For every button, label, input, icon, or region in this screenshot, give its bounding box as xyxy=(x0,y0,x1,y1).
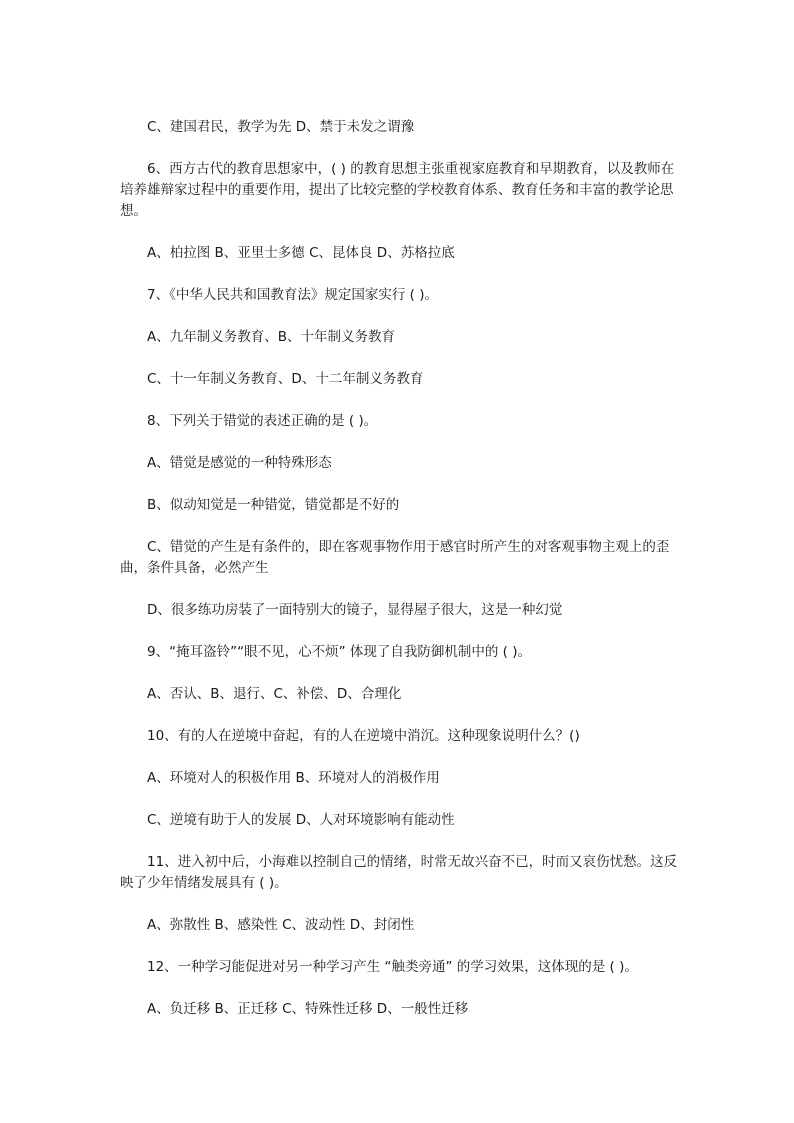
question-11: 11、进入初中后，小海难以控制自己的情绪，时常无故兴奋不已，时而又哀伤忧愁。这反映了少年情绪发展具有 ( )。 xyxy=(120,854,678,891)
option-line: B、似动知觉是一种错觉，错觉都是不好的 xyxy=(147,497,400,513)
option-line: C、十一年制义务教育、D、十二年制义务教育 xyxy=(147,371,424,387)
question-7: 7、《中华人民共和国教育法》规定国家实行 ( )。 xyxy=(147,287,438,303)
option-line: C、建国君民，教学为先 D、禁于未发之谓豫 xyxy=(147,119,415,135)
option-line: C、逆境有助于人的发展 D、人对环境影响有能动性 xyxy=(147,812,455,828)
question-8: 8、下列关于错觉的表述正确的是 ( )。 xyxy=(147,413,378,429)
option-line: A、弥散性 B、感染性 C、波动性 D、封闭性 xyxy=(147,917,415,933)
question-10: 10、有的人在逆境中奋起，有的人在逆境中消沉。这种现象说明什么？() xyxy=(147,728,580,744)
option-line: A、错觉是感觉的一种特殊形态 xyxy=(147,455,332,471)
option-line: A、负迁移 B、正迁移 C、特殊性迁移 D、一般性迁移 xyxy=(147,1001,469,1017)
option-line: D、很多练功房装了一面特别大的镜子，显得屋子很大，这是一种幻觉 xyxy=(147,602,563,618)
option-line: C、错觉的产生是有条件的，即在客观事物作用于感官时所产生的对客观事物主观上的歪曲，条件具备，必然产生 xyxy=(120,539,670,576)
option-line: A、柏拉图 B、亚里士多德 C、昆体良 D、苏格拉底 xyxy=(147,245,455,261)
option-line: A、九年制义务教育、B、十年制义务教育 xyxy=(147,329,395,345)
document-page xyxy=(120,117,680,1041)
option-line: A、否认、B、退行、C、补偿、D、合理化 xyxy=(147,686,402,702)
question-9: 9、“掩耳盗铃”“眼不见，心不烦” 体现了自我防御机制中的 ( )。 xyxy=(147,644,531,660)
question-6: 6、西方古代的教育思想家中，( ) 的教育思想主张重视家庭教育和早期教育，以及教师在培养雄辩家过程中的重要作用，提出了比较完整的学校教育体系、教育任务和丰富的教学论思想。 xyxy=(120,161,675,219)
question-12: 12、一种学习能促进对另一种学习产生 “触类旁通” 的学习效果，这体现的是 ( )。 xyxy=(147,959,638,975)
option-line: A、环境对人的积极作用 B、环境对人的消极作用 xyxy=(147,770,440,786)
